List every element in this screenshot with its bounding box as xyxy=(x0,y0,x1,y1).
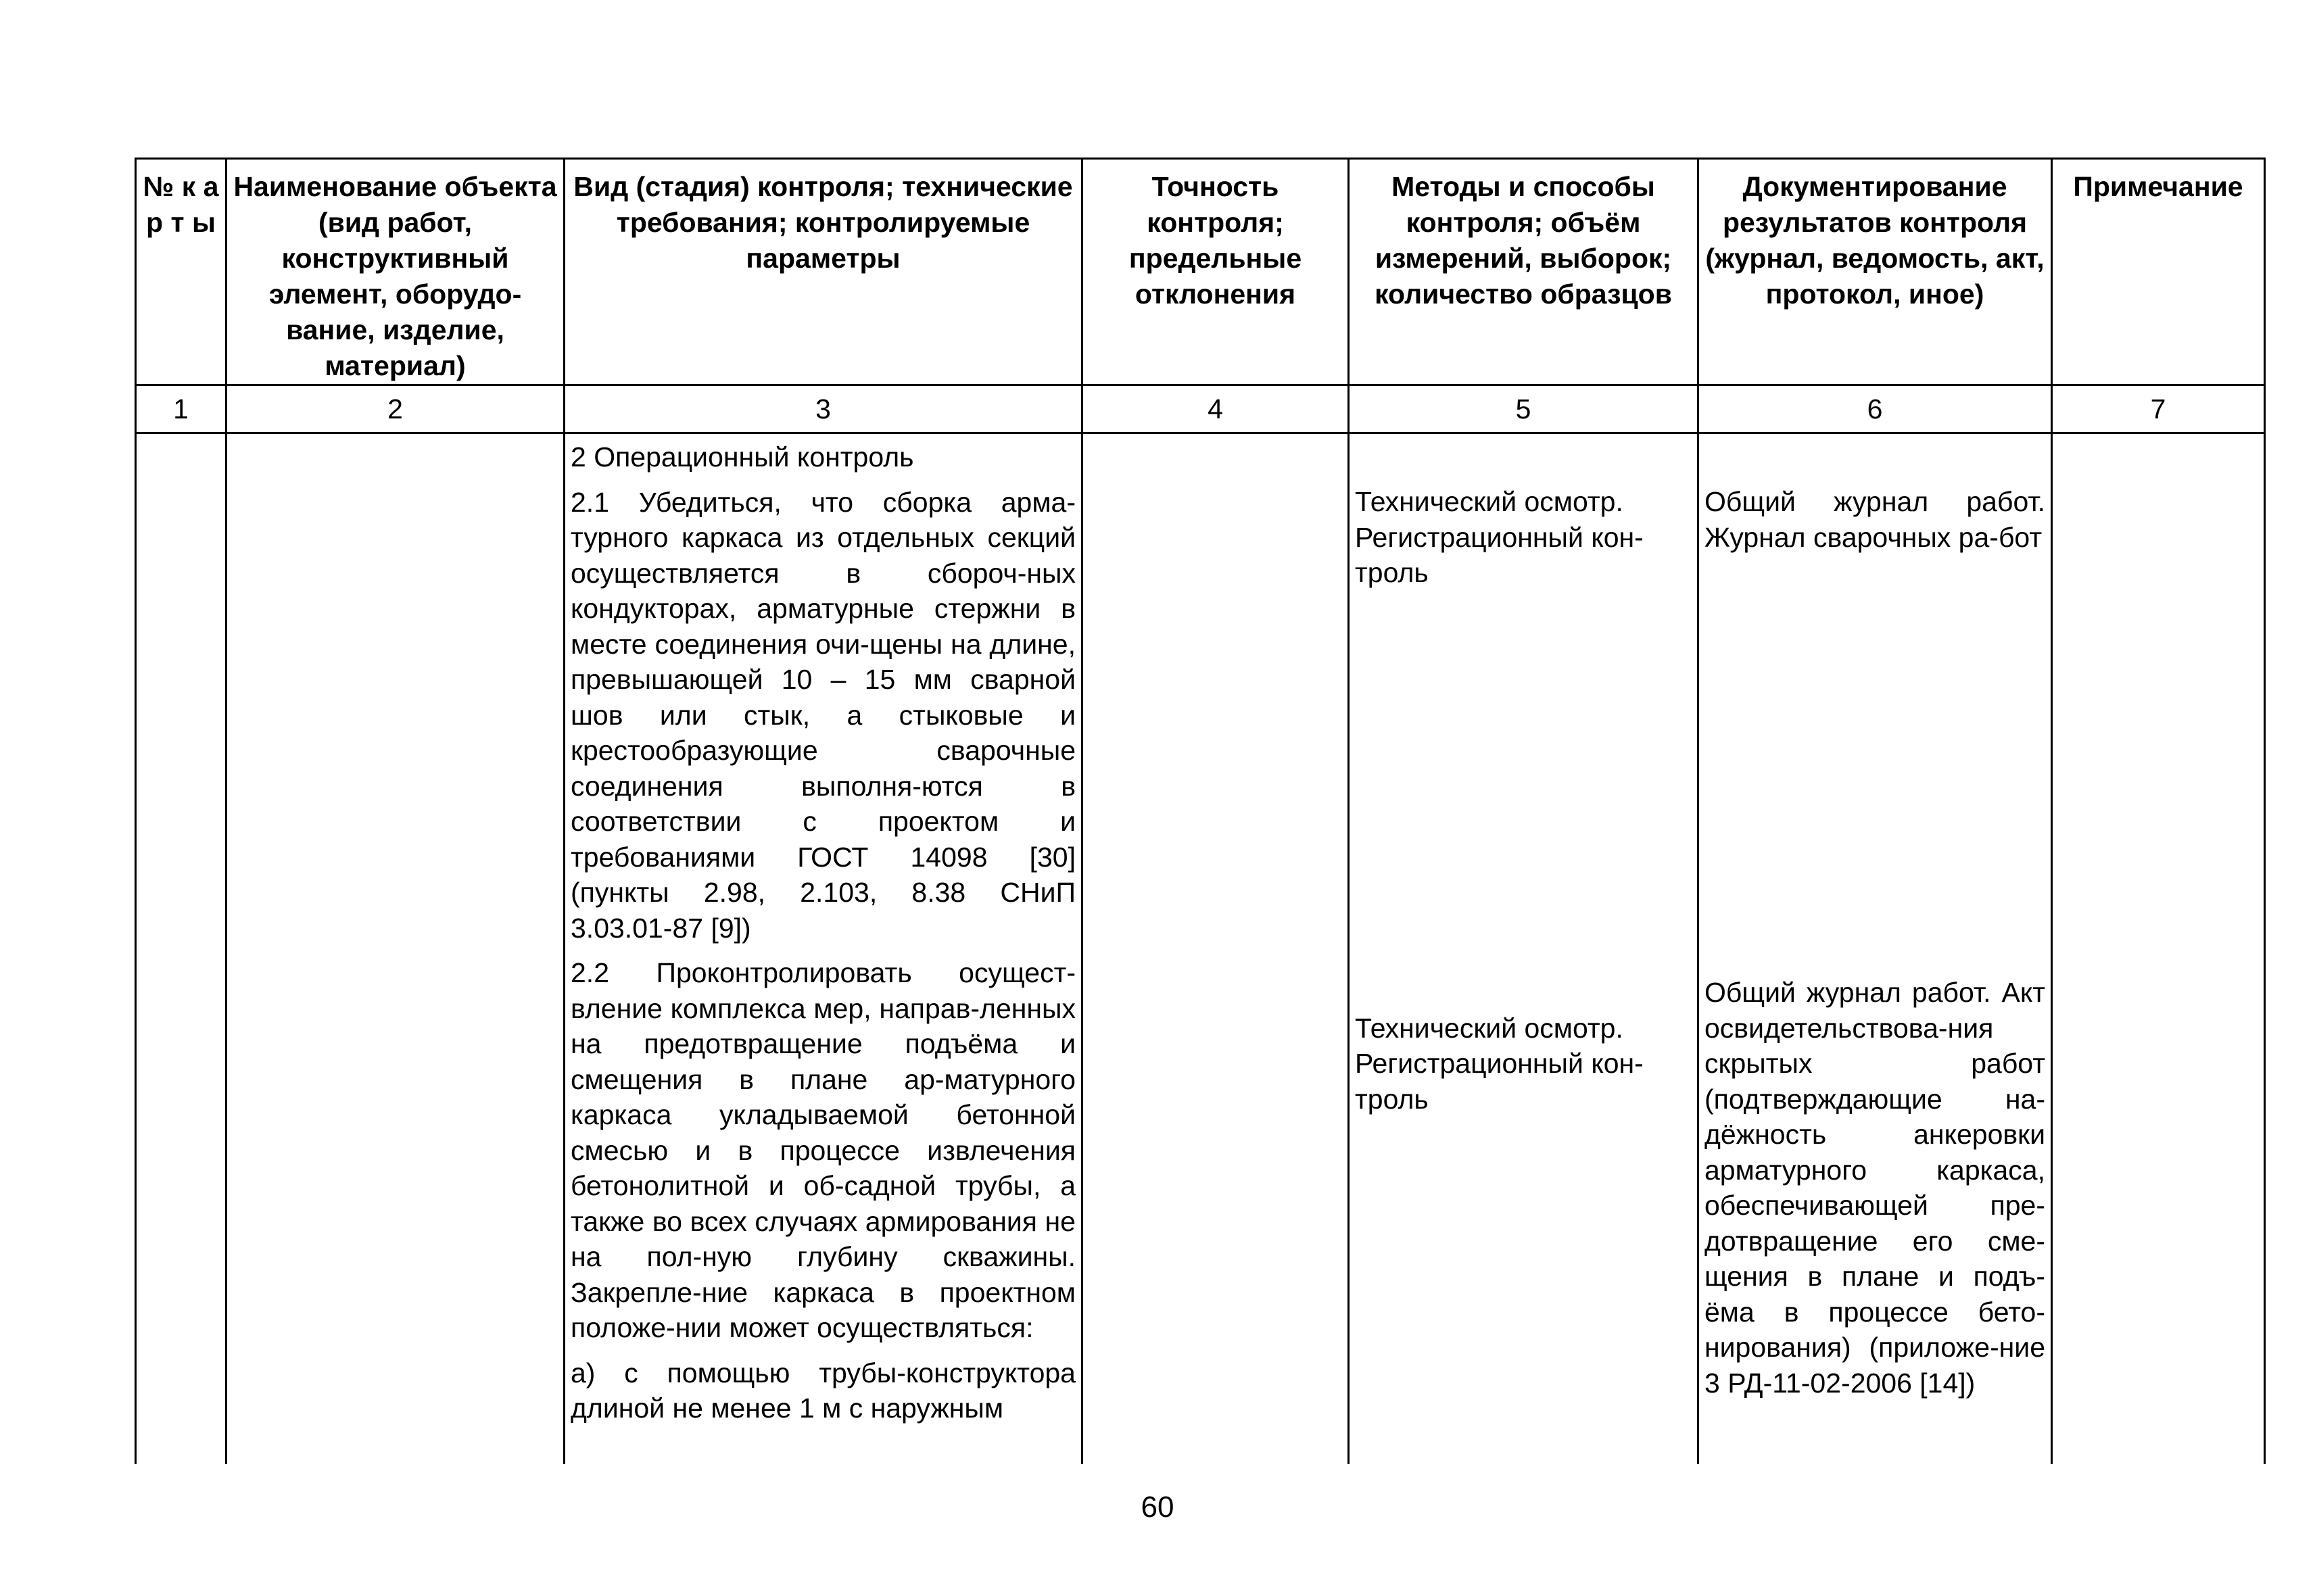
header-card-number: № к а р т ы xyxy=(136,159,226,385)
header-object-name: Наименование объекта (вид работ, конструктивный элемент, оборудо-вание, изделие, материал) xyxy=(226,159,565,385)
documentation-2-2: Общий журнал работ. Акт освидетельствова-ния скрытых работ (подтверждающие на-дёжность анкеровки арматурного каркаса, обеспечивающей пре-дотвращение его сме-щения в плане и подъ-ёма в процессе бето-нирования) (приложе-ние 3 РД-11-02-2006 [14]) xyxy=(1704,977,2045,1399)
object-name-cell xyxy=(226,433,565,1464)
method-2-2: Технический осмотр. Регистрационный кон-троль xyxy=(1355,1012,1644,1115)
header-control-type: Вид (стадия) контроля; технические требования; контролируемые параметры xyxy=(565,159,1082,385)
header-documentation: Документирование результатов контроля (журнал, ведомость, акт, протокол, иное) xyxy=(1698,159,2052,385)
table-row xyxy=(136,433,2265,1464)
column-number-row xyxy=(136,385,2265,433)
header-row xyxy=(136,159,2265,385)
header-accuracy: Точность контроля; предельные отклонения xyxy=(1082,159,1349,385)
methods-cell xyxy=(1349,433,1698,1464)
column-number: 1 xyxy=(136,385,226,433)
column-number: 5 xyxy=(1349,385,1698,433)
card-number-cell xyxy=(136,433,226,1464)
column-number: 2 xyxy=(226,385,565,433)
column-number: 3 xyxy=(565,385,1082,433)
control-table xyxy=(135,158,2266,1464)
page-number: 60 xyxy=(1141,1491,1174,1524)
requirement-2-2: 2.2 Проконтролировать осущест-вление комплекса мер, направ-ленных на предотвращение подъёма и смещения в плане ар-матурного каркаса укладываемой бетонной смесью и в процессе извлечения бетонолитной и об-садной трубы, а также во всех случаях армирования не на пол-ную глубину скважины. Закрепле-ние каркаса в проектном положе-нии может осуществляться: xyxy=(571,957,1076,1343)
requirements-cell xyxy=(565,433,1082,1464)
column-number: 6 xyxy=(1698,385,2052,433)
requirement-2-1: 2.1 Убедиться, что сборка арма-турного каркаса из отдельных секций осуществляется в сбороч-ных кондукторах, арматурные стержни в месте соединения очи-щены на длине, превышающей 10 – 15 мм сварной шов или стык, а стыковые и крестообразующие сварочные соединения выполня-ются в соответствии с проектом и требованиями ГОСТ 14098 [30] (пункты 2.98, 2.103, 8.38 СНиП 3.03.01-87 [9]) xyxy=(571,486,1076,944)
header-methods: Методы и способы контроля; объём измерений, выборок; количество образцов xyxy=(1349,159,1698,385)
requirement-2-2-a: а) с помощью трубы-конструктора длиной не менее 1 м с наружным xyxy=(571,1357,1076,1424)
column-number: 7 xyxy=(2052,385,2265,433)
documentation-2-1: Общий журнал работ. Журнал сварочных ра-бот xyxy=(1704,486,2045,553)
method-2-1: Технический осмотр. Регистрационный кон-троль xyxy=(1355,486,1644,588)
header-note: Примечание xyxy=(2052,159,2265,385)
note-cell xyxy=(2052,433,2265,1464)
section-title: 2 Операционный контроль xyxy=(571,441,914,473)
accuracy-cell xyxy=(1082,433,1349,1464)
column-number: 4 xyxy=(1082,385,1349,433)
documentation-cell xyxy=(1698,433,2052,1464)
